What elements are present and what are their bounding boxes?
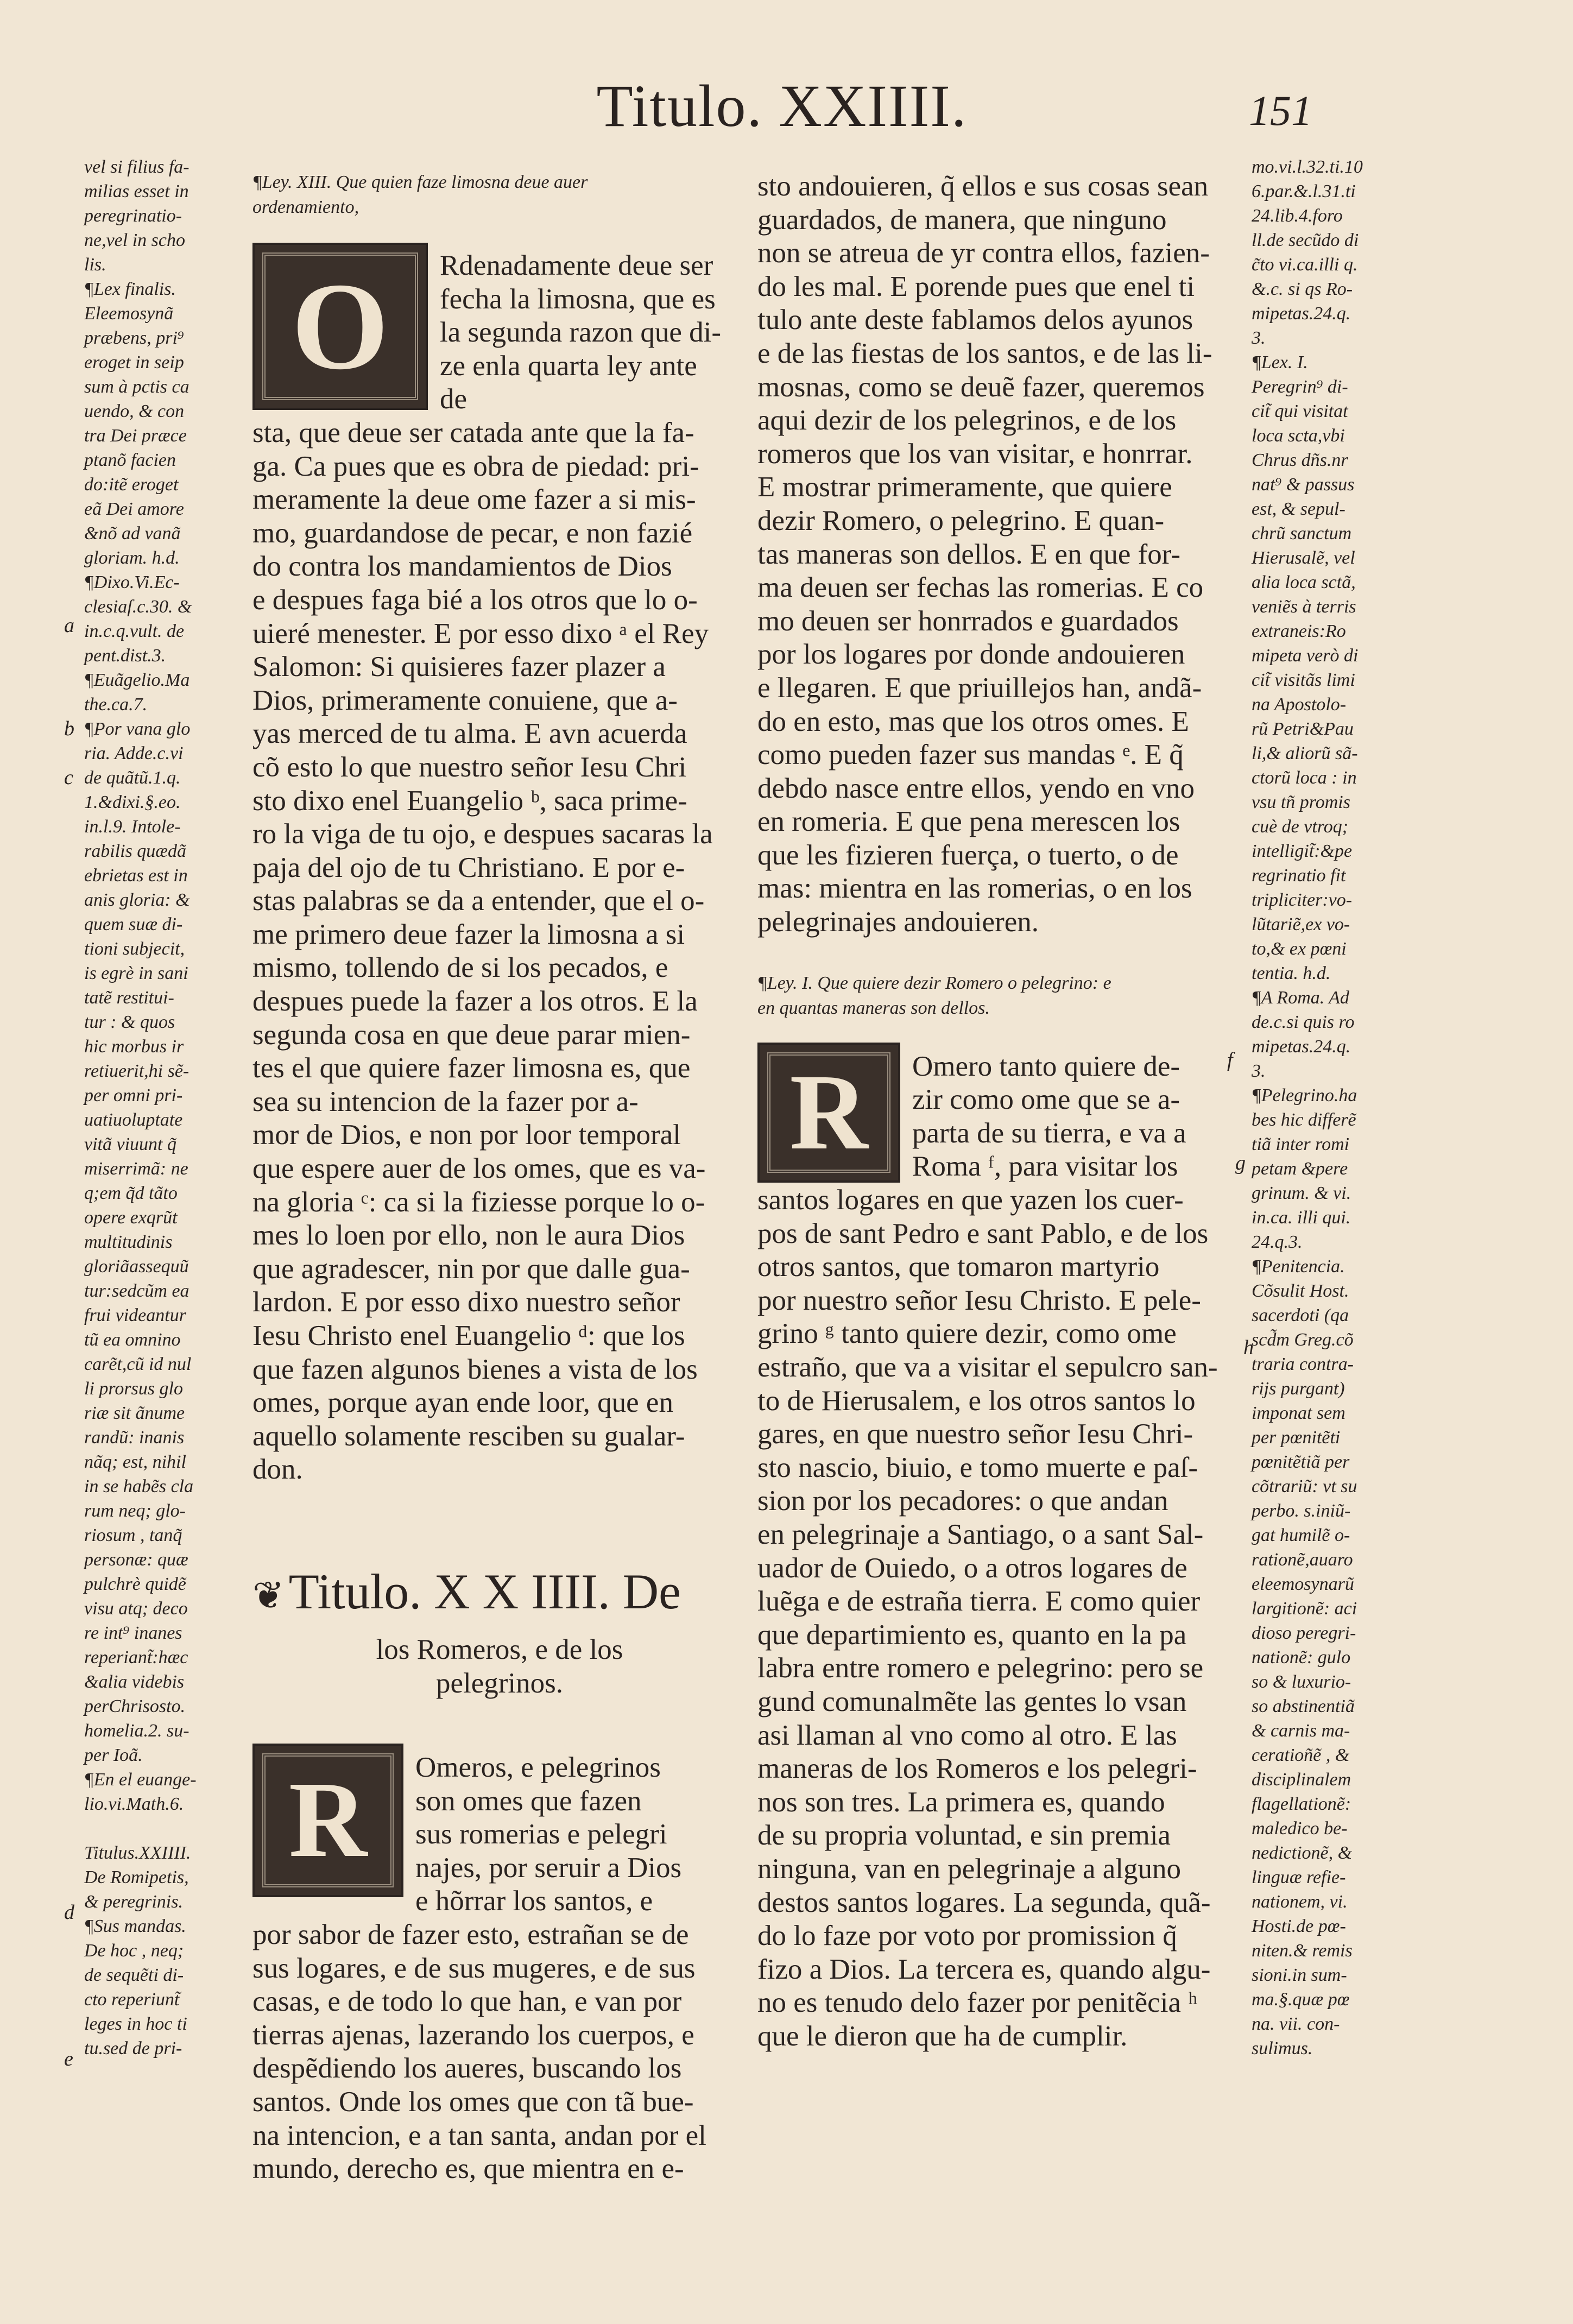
titulo-intro-text: Omeros, e pelegrinos son omes que fazen sus romerias e pelegri najes, por seruir a Dios e hõrrar los santos, e por sabor de fazer esto, estrañan se de sus logares, e de sus mugeres, e de sus casas, e de todo lo que han, e van por tierras ajenas, lazerando los cuerpos, e despẽdiendo los aueres, buscando los santos. Onde los omes que con tã bue- na intencion, e a tan santa, andan por el mundo, derecho es, que mientra en e- — [252, 1751, 706, 2185]
ley-xiii-rubric: ¶Ley. XIII. Que quien faze limosna deue auer ordenamiento, — [252, 172, 588, 217]
note-mark-a: a — [64, 614, 74, 637]
note-mark-c: c — [64, 766, 73, 789]
text-column-right — [757, 160, 1235, 2073]
ley-i-paragraph — [757, 1031, 1235, 2063]
titulo-intro-paragraph — [252, 1732, 725, 2196]
ley-i-text: Omero tanto quiere de- zir como ome que se a- parta de su tierra, e va a Roma ᶠ, para visitar los santos logares en que yazen los cuer- pos de sant Pedro e sant Pablo, e de los otros santos, que tomaron martyrio por nuestro señor Iesu Christo. E pele- grino ᵍ tanto quiere dezir, como ome estraño, que va a visitar el sepulcro san- to de Hierusalem, e los otros santos lo gares, en que nuestro señor Iesu Chri- sto nascio, biuio, e tomo muerte e paſ- sion por los pecadores: o que andan en pelegrinaje a Santiago, o a sant Sal- uador de Ouiedo, o a otros logares de luẽga e de estraña tierra. E como quier que departimiento es, quanto en la pa labra entre romero e pelegrino: pero se gund comunalmẽte las gentes lo vsan asi llaman al vno como al otro. E las maneras de los Romeros e los pelegri- nos son tres. La primera es, quando de su propria voluntad, e sin premia ninguna, van en pelegrinaje a alguno destos santos logares. La segunda, quã- do lo faze por voto por promission q̃ fizo a Dios. La tercera es, quando algu- no es tenudo delo fazer por penitẽcia ʰ que le dieron que ha de cumplir. — [757, 1050, 1218, 2052]
text-column-left — [252, 160, 725, 2206]
note-mark-f: f — [1227, 1049, 1233, 1071]
decorated-initial-o: O — [252, 243, 428, 410]
right-margin-glosses: mo.vi.l.32.ti.10 6.par.&.l.31.ti 24.lib.4.foro ll.de secũdo di c̃to vi.ca.illi q. &.c. si qs Ro- mipetas.24.q. 3. ¶Lex. I. Peregrin⁹ di- cit̃ qui visitat loca scta,vbi Chrus dñs.nr nat⁹ & passus est, & sepul- chrũ sanctum Hierusalẽ, vel alia loca sctã, veniẽs à terris extraneis:Ro mipeta verò di cit̃ visitãs limi na Apostolo- rũ Petri&Pau li,& aliorũ sã- ctorũ loca : in vsu tñ promis cuè de vtroq; intelligit̃:&pe regrinatio fit tripliciter:vo- lũtariẽ,ex vo- to,& ex pœni tentia. h.d. ¶A Roma. Ad de.c.si quis ro mipetas.24.q. 3. ¶Pelegrino.ha bes hic differẽ tiã inter romi petam &pere grinum. & vi. in.ca. illi qui. 24.q.3. ¶Penitencia. Cõsulit Host. sacerdoti (qa scd̃m Greg.cõ traria contra- rijs purgant) imponat sem per pœnitẽti pœnitẽtiã per cõtrariũ: vt su perbo. s.iniũ- gat humilẽ o- rationẽ,auaro eleemosynarũ largitionẽ: aci dioso peregri- nationẽ: gulo so & luxurio- so abstinentiã & carnis ma- ceratioñẽ , & disciplinalem flagellationẽ: maledico be- nedictionẽ, & linguæ refie- nationem, vi. Hosti.de pœ- niten.& remis sioni.in sum- ma.§.quæ pœ na. vii. con- sulimus. — [1252, 157, 1363, 2058]
fleuron-icon: ❦ — [252, 1575, 285, 1617]
titulo-intro-continuation: sto andouieren, q̃ ellos e sus cosas sean guardados, de manera, que ninguno non se atreua de yr contra ellos, fazien- do les mal. E porende pues que enel ti tulo ante deste fablamos delos ayunos e de las fiestas de los santos, e de las li- mosnas, como se deuẽ fazer, queremos aqui dezir de los pelegrinos, e de los romeros que los van visitar, e honrrar. E mostrar primeramente, que quiere dezir Romero, o pelegrino. E quan- tas maneras son dellos. E en que for- ma deuen ser fechas las romerias. E co mo deuen ser honrrados e guardados por los logares por donde andouieren e llegaren. E que priuillejos han, andã- do en esto, mas que los otros omes. E como pueden fazer sus mandas ᵉ. E q̃ debdo nasce entre ellos, yendo en vno en romeria. E que pena merescen los que les fizieren fuerça, o tuerto, o de mas: mientra en las romerias, o en los pelegrinajes andouieren. — [757, 170, 1212, 938]
note-mark-g: g — [1235, 1152, 1246, 1174]
ley-xiii-text: Rdenadamente deue ser fecha la limosna, que es la segunda razon que di- ze enla quarta ley ante de sta, que deue ser catada ante que la fa- ga. Ca pues que es obra de piedad: pri- meramente la deue ome fazer a si mis- mo, guardandose de pecar, e non fazié do contra los mandamientos de Dios e despues faga bié a los otros que lo o- uieré menester. E por esso dixo ᵃ el Rey Salomon: Si quisieres fazer plazer a Dios, primeramente conuiene, que a- yas merced de tu alma. E avn acuerda cõ esto lo que nuestro señor Iesu Chri sto dixo enel Euangelio ᵇ, saca prime- ro la viga de tu ojo, e despues sacaras la paja del ojo de tu Christiano. E por e- stas palabras se da a entender, que el o- me primero deue fazer la limosna a si mismo, tollendo de si los pecados, e despues puede la fazer a los otros. E la segunda cosa en que deue parar mien- tes el que quiere fazer limosna es, que sea su intencion de la fazer por a- mor de Dios, e non por loor temporal que espere auer de los omes, que es va- na gloria ᶜ: ca si la fiziesse porque lo o- mes lo loen por ello, non le aura Dios que agradescer, nin por que dalle gua- lardon. E por esso dixo nuestro señor Iesu Christo enel Euangelio ᵈ: que los que fazen algunos bienes a vista de los omes, porque ayan ende loor, que en aquello solamente resciben su gualar- don. — [252, 250, 722, 1486]
note-mark-e: e — [64, 2048, 73, 2070]
titulo-xxiiii-heading: ❦Titulo. X X IIII. De — [252, 1563, 681, 1619]
decorated-initial-r-second: R — [757, 1043, 900, 1183]
left-margin-glosses: vel si filius fa- milias esset in peregrinatio- ne,vel in scho lis. ¶Lex finalis. Eleemosynã præbens, pri⁹ eroget in seip sum à pctis ca uendo, & con tra Dei præce ptanõ facien do:itẽ eroget eã Dei amore &nõ ad vanã gloriam. h.d. ¶Dixo.Vi.Ec- clesiaſ.c.30. & in.c.q.vult. de pent.dist.3. ¶Euãgelio.Ma the.ca.7. ¶Por vana glo ria. Adde.c.vi de quãtũ.1.q. 1.&dixi.§.eo. in.l.9. Intole- rabilis quædã ebrietas est in anis gloria: & quem suæ di- tioni subjecit, is egrè in sani tatẽ restitui- tur : & quos hic morbus ir retiuerit,hi sẽ- per omni pri- uatiuoluptate vitã viuunt q̃ miserrimã: ne q;em q̃d tãto opere exqrũt multitudinis gloriãassequũ tur:sedcũm ea frui videantur tũ ea omnino carẽt,cũ id nul li prorsus glo riæ sit ãnume randũ: inanis nãq; est, nihil in se habẽs cla rum neq; glo- riosum , tanq̃ personæ: quæ pulchrè quidẽ visu atq; deco re int⁹ inanes reperiant̃:hæc &alia videbis perChrisosto. homelia.2. su- per Ioã. ¶En el euange- lio.vi.Math.6. Titulus.XXIIII. De Romipetis, & peregrinis. ¶Sus mandas. De hoc , neq; de sequẽti di- cto reperiunt̃ leges in hoc ti tu.sed de pri- — [84, 157, 197, 2058]
note-mark-h: h — [1243, 1336, 1254, 1359]
running-title: Titulo. XXIIII. — [596, 73, 968, 139]
ley-xiii-paragraph — [252, 230, 725, 1496]
titulo-xxiiii-subheading: los Romeros, e de los pelegrinos. — [376, 1633, 623, 1699]
folio-number: 151 — [1249, 87, 1312, 134]
note-mark-d: d — [64, 1901, 74, 1924]
decorated-initial-r: R — [252, 1744, 403, 1897]
note-mark-b: b — [64, 717, 74, 740]
ley-i-rubric: ¶Ley. I. Que quiere dezir Romero o pelegrino: e en quantas maneras son dellos. — [757, 972, 1111, 1018]
